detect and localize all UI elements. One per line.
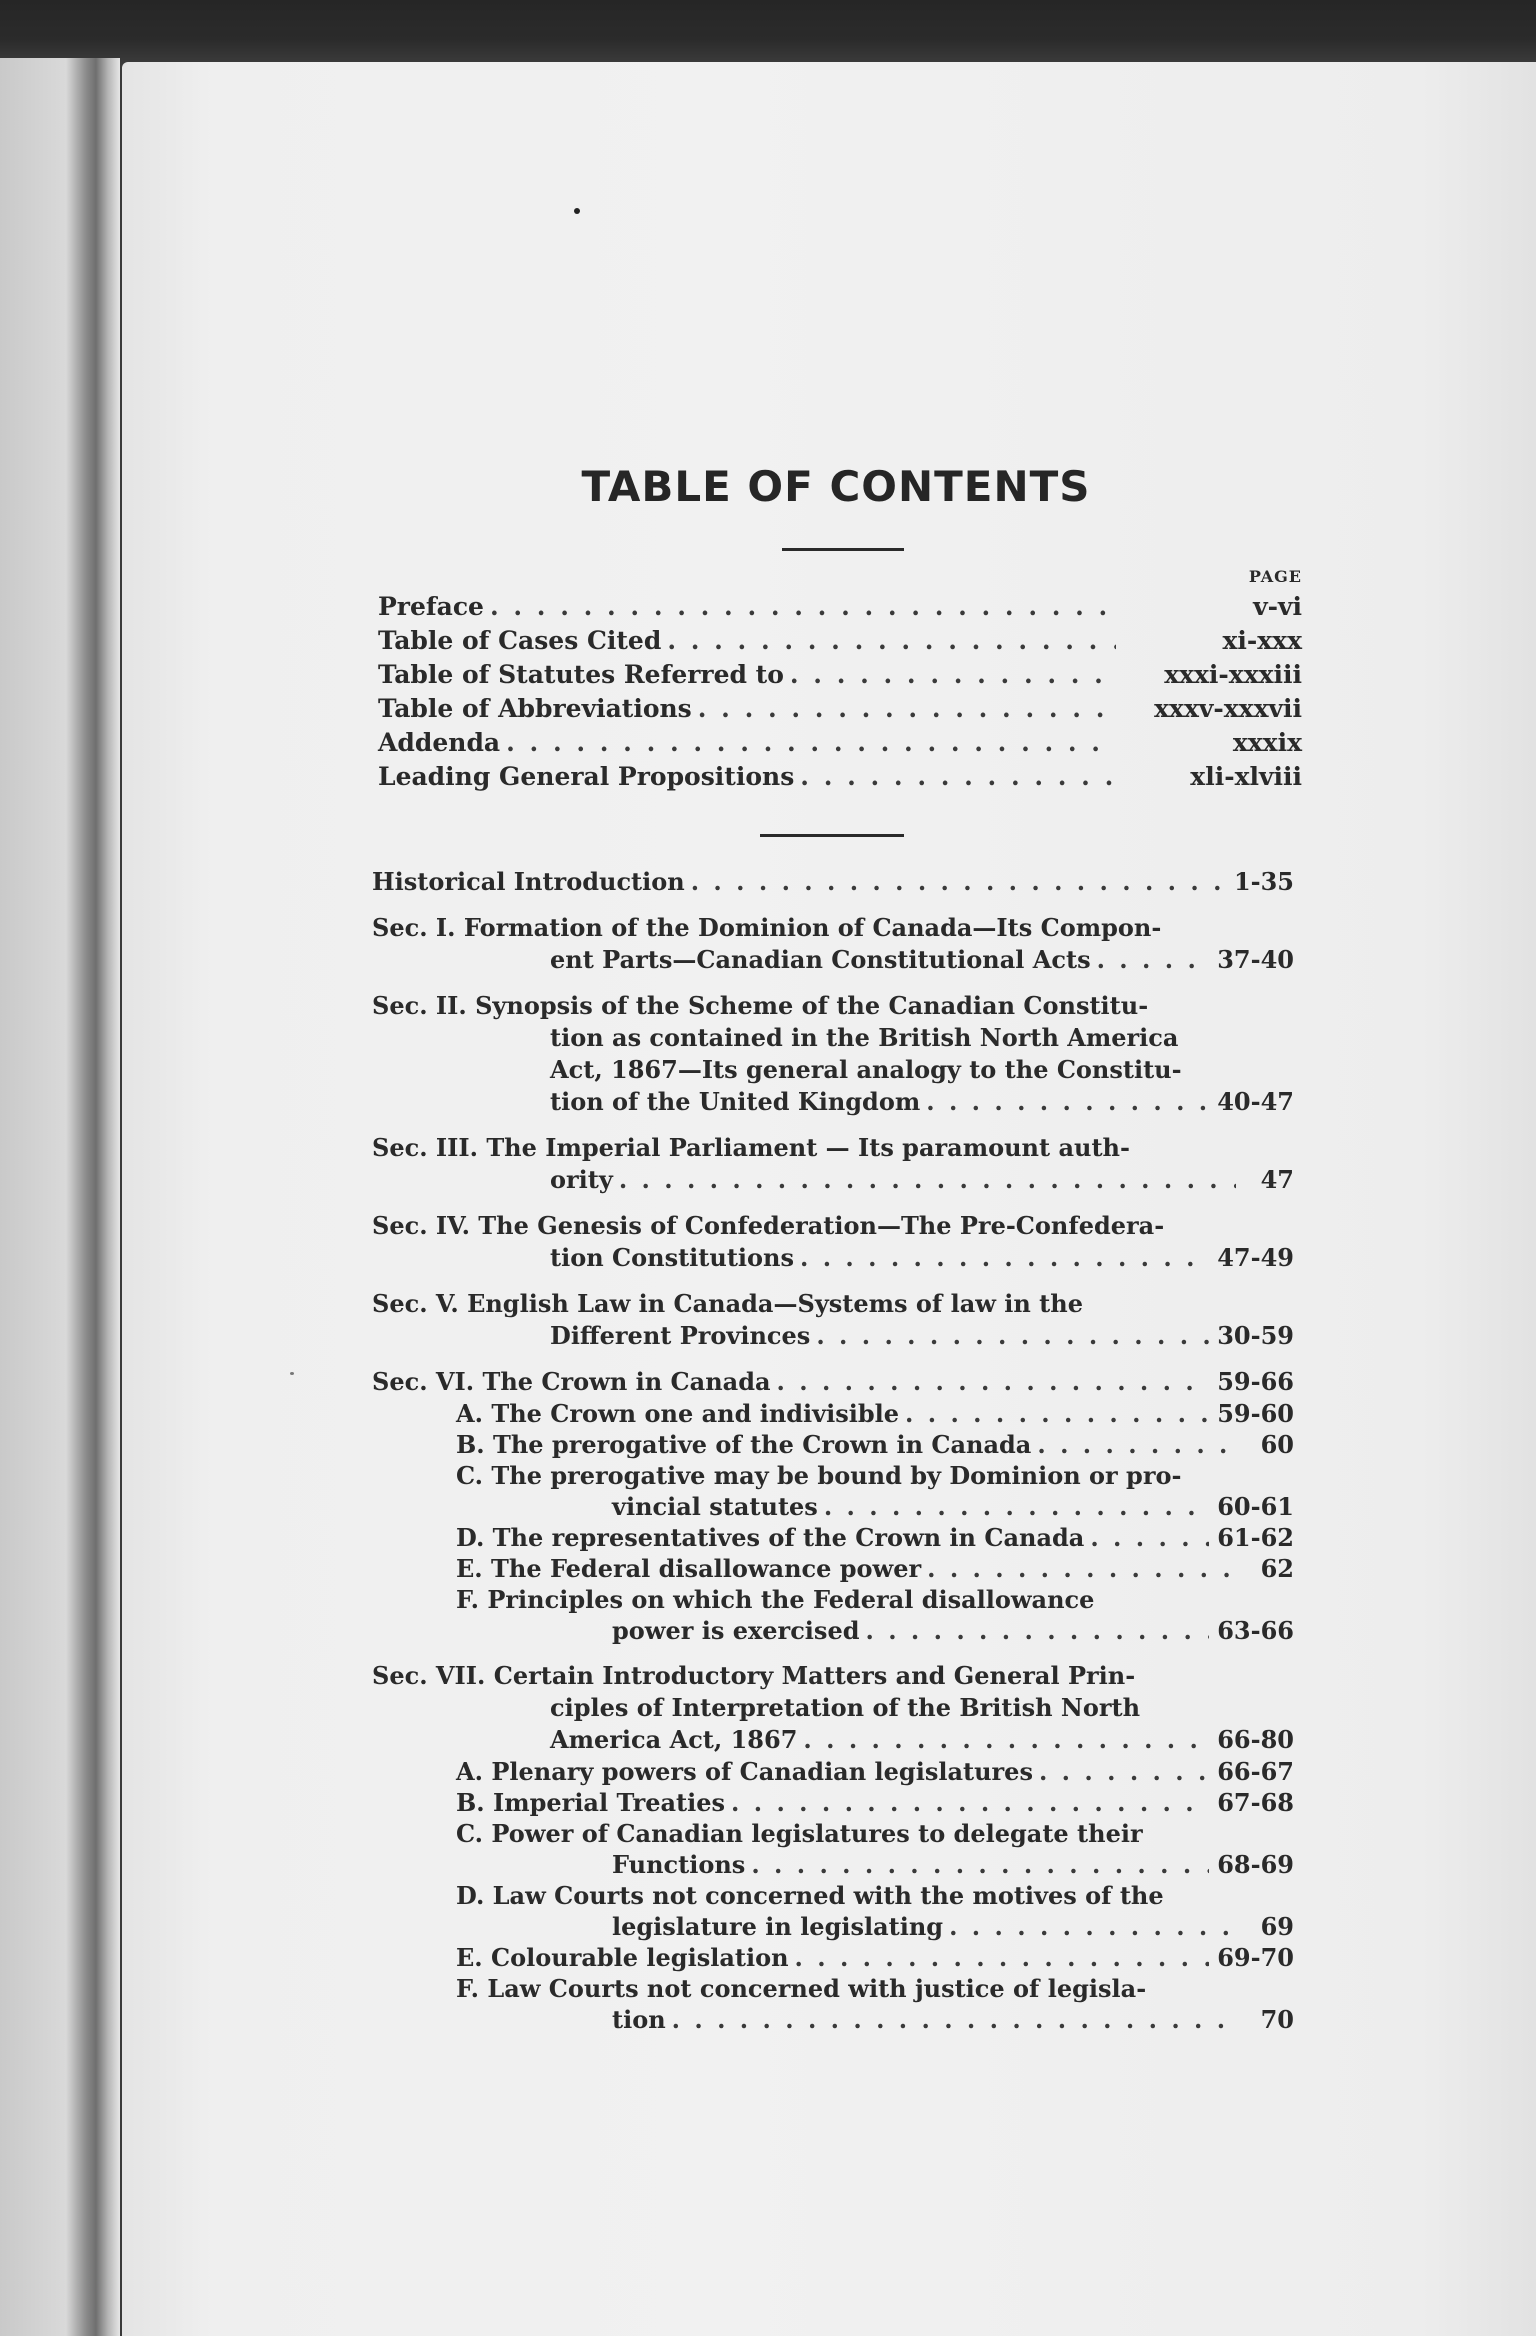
toc-subentry[interactable]: D. The representatives of the Crown in Canada . . . 61-62 bbox=[456, 1522, 1294, 1553]
dot-leader bbox=[691, 866, 1226, 898]
page-number: 47-49 bbox=[1217, 1243, 1294, 1272]
dot-leader bbox=[672, 2004, 1236, 2035]
page-number: 69 bbox=[1260, 1912, 1294, 1941]
dot-leader bbox=[506, 726, 1116, 760]
page-number: 68-69 bbox=[1217, 1850, 1294, 1879]
dot-leader bbox=[926, 1086, 1209, 1118]
page-number: 66-67 bbox=[1217, 1757, 1294, 1786]
page-number: 47 bbox=[1260, 1165, 1294, 1194]
title-rule bbox=[782, 548, 904, 551]
page-number: 59-66 bbox=[1217, 1367, 1294, 1396]
toc-subentry[interactable]: B. The prerogative of the Crown in Canada . . . 60 bbox=[456, 1429, 1294, 1460]
toc-subentry[interactable]: D. Law Courts not concerned with the motives of the legislature in legislating . . . 69 bbox=[456, 1880, 1294, 1942]
dot-leader bbox=[824, 1491, 1209, 1522]
page-number: 61-62 bbox=[1217, 1523, 1294, 1552]
page-number: 37-40 bbox=[1217, 945, 1294, 974]
page-number: 70 bbox=[1260, 2005, 1294, 2034]
toc-subentry[interactable]: C. Power of Canadian legislatures to delegate their Functions . . . 68-69 bbox=[456, 1818, 1294, 1880]
dot-leader bbox=[619, 1164, 1236, 1196]
toc-subentry[interactable]: E. Colourable legislation . . . 69-70 bbox=[456, 1942, 1294, 1973]
page-number: xli-xlviii bbox=[1190, 762, 1302, 791]
dot-leader bbox=[803, 1724, 1209, 1756]
toc-entry[interactable]: Table of Cases Cited . . . xi-xxx bbox=[378, 624, 1302, 658]
toc-entry-sec-1[interactable]: Sec. I. Formation of the Dominion of Canada—Its Compon- ent Parts—Canadian Constitutional Acts . . . 37-40 bbox=[372, 912, 1294, 976]
dot-leader bbox=[667, 624, 1116, 658]
page-title: TABLE OF CONTENTS bbox=[581, 462, 1091, 511]
page-number: 30-59 bbox=[1217, 1321, 1294, 1350]
front-matter-list bbox=[378, 566, 1302, 794]
dot-leader bbox=[866, 1615, 1210, 1646]
toc-entry-sec-3[interactable]: Sec. III. The Imperial Parliament — Its paramount auth- ority . . . 47 bbox=[372, 1132, 1294, 1196]
dot-leader bbox=[800, 1242, 1209, 1274]
page-number: xi-xxx bbox=[1222, 626, 1302, 655]
page-number: 60 bbox=[1260, 1430, 1294, 1459]
page-number: 63-66 bbox=[1217, 1616, 1294, 1645]
toc-entry-sec-2[interactable]: Sec. II. Synopsis of the Scheme of the Canadian Constitu- tion as contained in the British North America Act, 1867—Its general analogy to the Constitu- tion of the United Kingdom . . . 40-47 bbox=[372, 990, 1294, 1118]
toc-subentry[interactable]: B. Imperial Treaties . . . 67-68 bbox=[456, 1787, 1294, 1818]
toc-entry[interactable]: Table of Abbreviations . . . xxxv-xxxvii bbox=[378, 692, 1302, 726]
toc-entry-sec-4[interactable]: Sec. IV. The Genesis of Confederation—The Pre-Confedera- tion Constitutions . . . 47-49 bbox=[372, 1210, 1294, 1274]
dot-leader bbox=[751, 1849, 1209, 1880]
dot-leader bbox=[905, 1398, 1209, 1429]
toc-entry-sec-5[interactable]: Sec. V. English Law in Canada—Systems of law in the Different Provinces . . . 30-59 bbox=[372, 1288, 1294, 1352]
dot-leader bbox=[800, 760, 1116, 794]
page-number: 60-61 bbox=[1217, 1492, 1294, 1521]
page-column-heading: PAGE bbox=[1248, 567, 1302, 586]
page-number: 67-68 bbox=[1217, 1788, 1294, 1817]
dot-leader bbox=[790, 658, 1116, 692]
toc-subentry[interactable]: C. The prerogative may be bound by Dominion or pro- vincial statutes . . . 60-61 bbox=[456, 1460, 1294, 1522]
toc-entry[interactable]: Addenda . . . xxxix bbox=[378, 726, 1302, 760]
toc-subentry[interactable]: E. The Federal disallowance power . . . 62 bbox=[456, 1553, 1294, 1584]
toc-subentry[interactable]: F. Principles on which the Federal disallowance power is exercised . . . 63-66 bbox=[456, 1584, 1294, 1646]
dot-leader bbox=[927, 1553, 1236, 1584]
dot-leader bbox=[777, 1366, 1210, 1398]
main-contents-list bbox=[372, 866, 1294, 2035]
toc-subentry[interactable]: A. The Crown one and indivisible . . . 59-60 bbox=[456, 1398, 1294, 1429]
subentry-list bbox=[456, 1398, 1294, 1646]
page-number: v-vi bbox=[1253, 592, 1302, 621]
toc-entry[interactable]: Leading General Propositions . . . xli-xlviii bbox=[378, 760, 1302, 794]
dot-leader bbox=[731, 1787, 1209, 1818]
section-rule bbox=[760, 834, 904, 837]
page-number: 69-70 bbox=[1217, 1943, 1294, 1972]
toc-subentry[interactable]: A. Plenary powers of Canadian legislatures . . . 66-67 bbox=[456, 1756, 1294, 1787]
dot-leader bbox=[1039, 1756, 1209, 1787]
ink-speck bbox=[574, 208, 580, 214]
dot-leader bbox=[698, 692, 1116, 726]
dot-leader bbox=[795, 1942, 1210, 1973]
dot-leader bbox=[1037, 1429, 1236, 1460]
page-number: xxxix bbox=[1232, 728, 1302, 757]
dot-leader bbox=[816, 1320, 1209, 1352]
toc-entry[interactable]: Table of Statutes Referred to . . . xxxi-xxxiii bbox=[378, 658, 1302, 692]
facing-page-edge bbox=[0, 58, 120, 2336]
page-number: xxxi-xxxiii bbox=[1164, 660, 1302, 689]
page-number: xxxv-xxxvii bbox=[1154, 694, 1302, 723]
toc-entry-historical-introduction[interactable]: Historical Introduction . . . 1-35 bbox=[372, 866, 1294, 898]
page-number: 59-60 bbox=[1217, 1399, 1294, 1428]
dot-leader bbox=[1090, 1522, 1209, 1553]
page-number: 62 bbox=[1260, 1554, 1294, 1583]
toc-subentry[interactable]: F. Law Courts not concerned with justice of legisla- tion . . . 70 bbox=[456, 1973, 1294, 2035]
page-number: 66-80 bbox=[1217, 1725, 1294, 1754]
toc-entry[interactable]: Preface . . . v-vi bbox=[378, 590, 1302, 624]
page-number: 40-47 bbox=[1217, 1087, 1294, 1116]
toc-entry-sec-6[interactable]: Sec. VI. The Crown in Canada . . . 59-66 A. The Crown one and indivisible . . . 59-60 B. The prerogative of the Crown in Canada . . . 60 C. The prerogative may be bound by Dominion or pro- vincial statutes . . . 60-61 D. The representatives of the Crown in Canada . . . 61-62 E. The Federal disallowance power . . . 62 F. Principles on which the Federal disallowance power is exercised . . . 63-66 bbox=[372, 1366, 1294, 1646]
dot-leader bbox=[490, 590, 1116, 624]
dot-leader bbox=[1097, 944, 1210, 976]
ink-speck bbox=[290, 1372, 294, 1375]
page-number: 1-35 bbox=[1233, 867, 1294, 896]
toc-entry-sec-7[interactable]: Sec. VII. Certain Introductory Matters and General Prin- ciples of Interpretation of the British North America Act, 1867 . . . 66-80 A. Plenary powers of Canadian legislatures . . . 66-67 B. Imperial Treaties . . . 67-68 C. Power of Canadian legislatures to delegate their Functions . . . 68-69 D. Law Courts not concerned with the motives of the legislature in legislating . . . 69 E. Colourable legislation . . . 69-70 F. Law Courts not concerned with justice of legisla- tion . . . 70 bbox=[372, 1660, 1294, 2035]
subentry-list bbox=[456, 1756, 1294, 2035]
dot-leader bbox=[949, 1911, 1236, 1942]
